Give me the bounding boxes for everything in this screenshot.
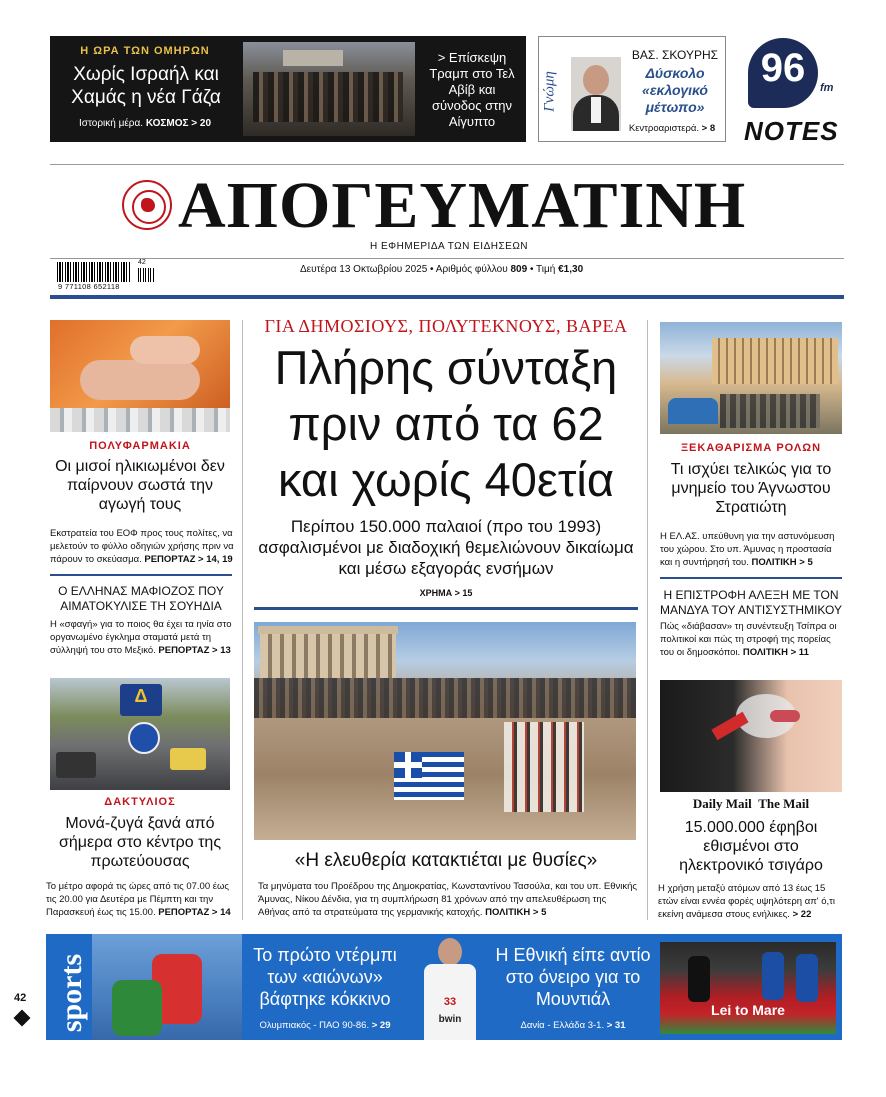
masthead-rule-mid	[50, 258, 844, 259]
top-banner-side-text: > Επίσκεψη Τραμπ στο Τελ Αβίβ και σύνοδος στην Αίγυπτο	[429, 50, 515, 129]
date-line	[300, 264, 583, 275]
left-a2-body	[50, 618, 234, 657]
right-a3-body-text: Η χρήση μεταξύ ατόμων από 13 έως 15 ετών είναι εννέα φορές υψηλότερη απ' ό,τι εκείνη ανάμεσα στους ενήλικες.	[658, 883, 836, 920]
greek-flag	[394, 752, 464, 800]
right-a1-body-text: Η ΕΛ.ΑΣ. υπεύθυνη για την αστυνόμευση του χώρου. Στο υπ. Άμυνας η προστασία και η συντήρησή του.	[660, 531, 835, 568]
jersey-brand: bwin	[438, 1014, 462, 1025]
opinion-tag: Γνώμη	[541, 71, 558, 112]
radio-logo[interactable]	[744, 38, 844, 148]
sign-letter: Δ	[134, 686, 148, 706]
price-label: • Τιμή	[529, 264, 556, 275]
sports-label: sports	[55, 953, 88, 1033]
right-a3-headline[interactable]: 15.000.000 έφηβοι εθισμένοι στο ηλεκτρονικό τσιγάρο	[679, 819, 823, 874]
right-a2-ref[interactable]: ΠΟΛΙΤΙΚΗ > 11	[742, 647, 809, 658]
left-column-divider	[242, 320, 243, 920]
parliament-photo	[660, 322, 842, 434]
right-a1-kicker: ΞΕΚΑΘΑΡΙΣΜΑ ΡΟΛΩΝ	[680, 442, 822, 454]
diamond-icon	[14, 1010, 31, 1027]
top-banner-sub	[50, 118, 240, 129]
sports-s2-line	[490, 1020, 656, 1031]
daily-mail-brand: Daily Mail	[692, 796, 752, 811]
main-ref[interactable]: ΧΡΗΜΑ > 15	[419, 588, 473, 598]
right-a2-body-text: Πώς «διάβασαν» τη συνέντευξη Τσίπρα οι πολιτικοί και πώς τη στροφή της πορείας του οι δημοσκόποι.	[660, 621, 837, 658]
main-kicker: ΓΙΑ ΔΗΜΟΣΙΟΥΣ, ΠΟΛΥΤΕΚΝΟΥΣ, ΒΑΡΕΑ	[264, 316, 628, 336]
left-a2-headline[interactable]: Ο ΕΛΛΗΝΑΣ ΜΑΦΙΟΖΟΣ ΠΟΥ ΑΙΜΑΤΟΚΥΛΙΣΕ ΤΗ ΣΟΥΗΔΙΑ	[58, 584, 224, 613]
photo-body	[258, 880, 638, 919]
page-number: 42	[14, 992, 27, 1004]
daily-mail-logo	[660, 796, 842, 812]
radio-fm: fm	[820, 82, 834, 94]
radio-name: NOTES	[744, 116, 839, 146]
masthead-tagline: Η ΕΦΗΜΕΡΙΔΑ ΤΩΝ ΕΙΔΗΣΕΩΝ	[370, 241, 529, 252]
right-a1-ref[interactable]: ΠΟΛΙΤΙΚΗ > 5	[751, 557, 813, 568]
sports-s1-line	[240, 1020, 410, 1031]
stadium-ad: Lei to Mare	[711, 1002, 785, 1018]
sports-bar[interactable]	[46, 934, 842, 1040]
barcode-addon	[138, 268, 154, 282]
sports-h1: Το πρώτο ντέρμπι των «αιώνων» βάφτηκε κόκκινο	[253, 945, 397, 1009]
pills-photo	[50, 320, 230, 432]
vaping-photo	[660, 680, 842, 792]
left-a1-headline[interactable]: Οι μισοί ηλικιωμένοι δεν παίρνουν σωστά την αγωγή τους	[55, 458, 225, 513]
masthead-rule-top	[50, 164, 844, 165]
date-text: Δευτέρα 13 Οκτωβρίου 2025 • Αριθμός φύλλου	[300, 264, 508, 275]
right-a3-ref[interactable]: > 22	[792, 909, 812, 920]
jersey-number: 33	[443, 996, 457, 1008]
top-banner[interactable]	[50, 36, 526, 142]
acropolis-photo	[254, 622, 636, 840]
top-banner-section: ΚΟΣΜΟΣ > 20	[145, 118, 211, 129]
opinion-sub	[619, 123, 725, 134]
parthenon	[260, 630, 396, 678]
opinion-box[interactable]	[538, 36, 726, 142]
left-a3-body-text: Το μέτρο αφορά τις ώρες από τις 07.00 έως τις 20.00 για Δευτέρα με Πέμπτη και την Παρασκευή έως τις 15.00.	[46, 881, 229, 918]
sports-h2: Η Εθνική είπε αντίο στο όνειρο για το Μουντιάλ	[495, 945, 651, 1009]
top-banner-kicker: Η ΩΡΑ ΤΩΝ ΟΜΗΡΩΝ	[80, 45, 210, 57]
sports-r2: > 31	[606, 1020, 626, 1031]
opinion-sub-text: Κεντροαριστερά.	[628, 123, 700, 134]
top-banner-sub-text: Ιστορική μέρα.	[79, 118, 144, 129]
photo-body-text: Τα μηνύματα του Προέδρου της Δημοκρατίας, Κωνσταντίνου Τασούλα, και του υπ. Εθνικής Άμυνας, Νίκου Δένδια, για τη συμπλήρωση 81 χρόνων από την απελευθέρωση της Αθήνας από τα στρατεύματα της γερμανικής κατοχής.	[258, 881, 637, 918]
right-a2-body	[660, 620, 844, 659]
left-a1-body-text: Εκστρατεία του ΕΟΦ προς τους πολίτες, να μελετούν το φύλλο οδηγιών χρήσης πριν να πάρουν το σκεύασμα.	[50, 528, 234, 565]
crowd-photo	[243, 42, 415, 136]
barcode-number: 9 771108 652118	[58, 282, 120, 291]
logo-emblem	[122, 180, 172, 230]
left-a2-body-text: Η «σφαγή» για το ποιος θα έχει τα ηνία στο οργανωμένο έγκλημα σταματά μετά τη σύλληψή του στο Μεξικό.	[50, 619, 232, 656]
right-a1-body	[660, 530, 844, 569]
barcode	[57, 262, 131, 282]
left-a3-headline[interactable]: Μονά-ζυγά ξανά από σήμερα στο κέντρο της πρωτεύουσας	[58, 815, 222, 870]
opinion-title: Δύσκολο «εκλογικό μέτωπο»	[642, 65, 708, 115]
photo-title[interactable]: «Η ελευθερία κατακτιέται με θυσίες»	[294, 850, 598, 871]
right-column-divider	[647, 320, 648, 920]
right-a2-headline[interactable]: Η ΕΠΙΣΤΡΟΦΗ ΑΛΕΞΗ ΜΕ ΤΟΝ ΜΑΝΔΥΑ ΤΟΥ ΑΝΤΙΣΥΣΤΗΜΙΚΟΥ	[660, 588, 842, 617]
left-a1-rule	[50, 574, 232, 576]
photo-ref[interactable]: ΠΟΛΙΤΙΚΗ > 5	[485, 907, 547, 918]
top-banner-headline: Χωρίς Ισραήλ και Χαμάς η νέα Γάζα	[71, 64, 221, 108]
right-a1-rule	[660, 577, 842, 579]
the-mail-brand: The Mail	[758, 796, 810, 811]
football-photo	[660, 942, 836, 1034]
masthead-rule-bottom	[50, 295, 844, 299]
left-a3-ref[interactable]: ΡΕΠΟΡΤΑΖ > 14	[158, 907, 231, 918]
right-a1-headline[interactable]: Τι ισχύει τελικώς για το μνημείο του Άγνωστου Στρατιώτη	[670, 461, 832, 516]
sports-s2: Δανία - Ελλάδα 3-1.	[520, 1020, 605, 1031]
player-photo	[418, 934, 482, 1040]
left-a2-ref[interactable]: ΡΕΠΟΡΤΑΖ > 13	[158, 645, 231, 656]
left-a1-body	[50, 527, 234, 566]
left-a3-kicker: ΔΑΚΤΥΛΙΟΣ	[104, 796, 176, 808]
sports-r1: > 29	[371, 1020, 391, 1031]
right-a3-body	[658, 882, 844, 921]
masthead-title: ΑΠΟΓΕΥΜΑΤΙΝΗ	[178, 169, 747, 242]
left-a1-kicker: ΠΟΛΥΦΑΡΜΑΚΙΑ	[89, 440, 191, 452]
opinion-page: > 8	[701, 123, 716, 134]
left-a1-ref[interactable]: ΡΕΠΟΡΤΑΖ > 14, 19	[144, 554, 233, 565]
barcode-addon-number: 42	[138, 259, 146, 266]
issue-number: 809	[510, 264, 528, 275]
traffic-photo	[50, 678, 230, 790]
basketball-photo	[92, 934, 242, 1040]
left-a3-body	[46, 880, 236, 919]
opinion-author: ΒΑΣ. ΣΚΟΥΡΗΣ	[631, 48, 719, 62]
price: €1,30	[558, 264, 584, 275]
sports-s1: Ολυμπιακός - ΠΑΟ 90-86.	[259, 1020, 370, 1031]
radio-freq: 96	[760, 46, 806, 90]
main-headline[interactable]: Πλήρης σύνταξη πριν από τα 62 και χωρίς 40ετία	[274, 341, 618, 506]
author-photo	[571, 57, 621, 131]
main-deck: Περίπου 150.000 παλαιοί (προ του 1993) ασφαλισμένοι με διαδοχική θεμελιώνουν δικαίωμα και μέσω εξαγοράς ενσήμων	[258, 517, 634, 578]
main-rule	[254, 607, 638, 610]
